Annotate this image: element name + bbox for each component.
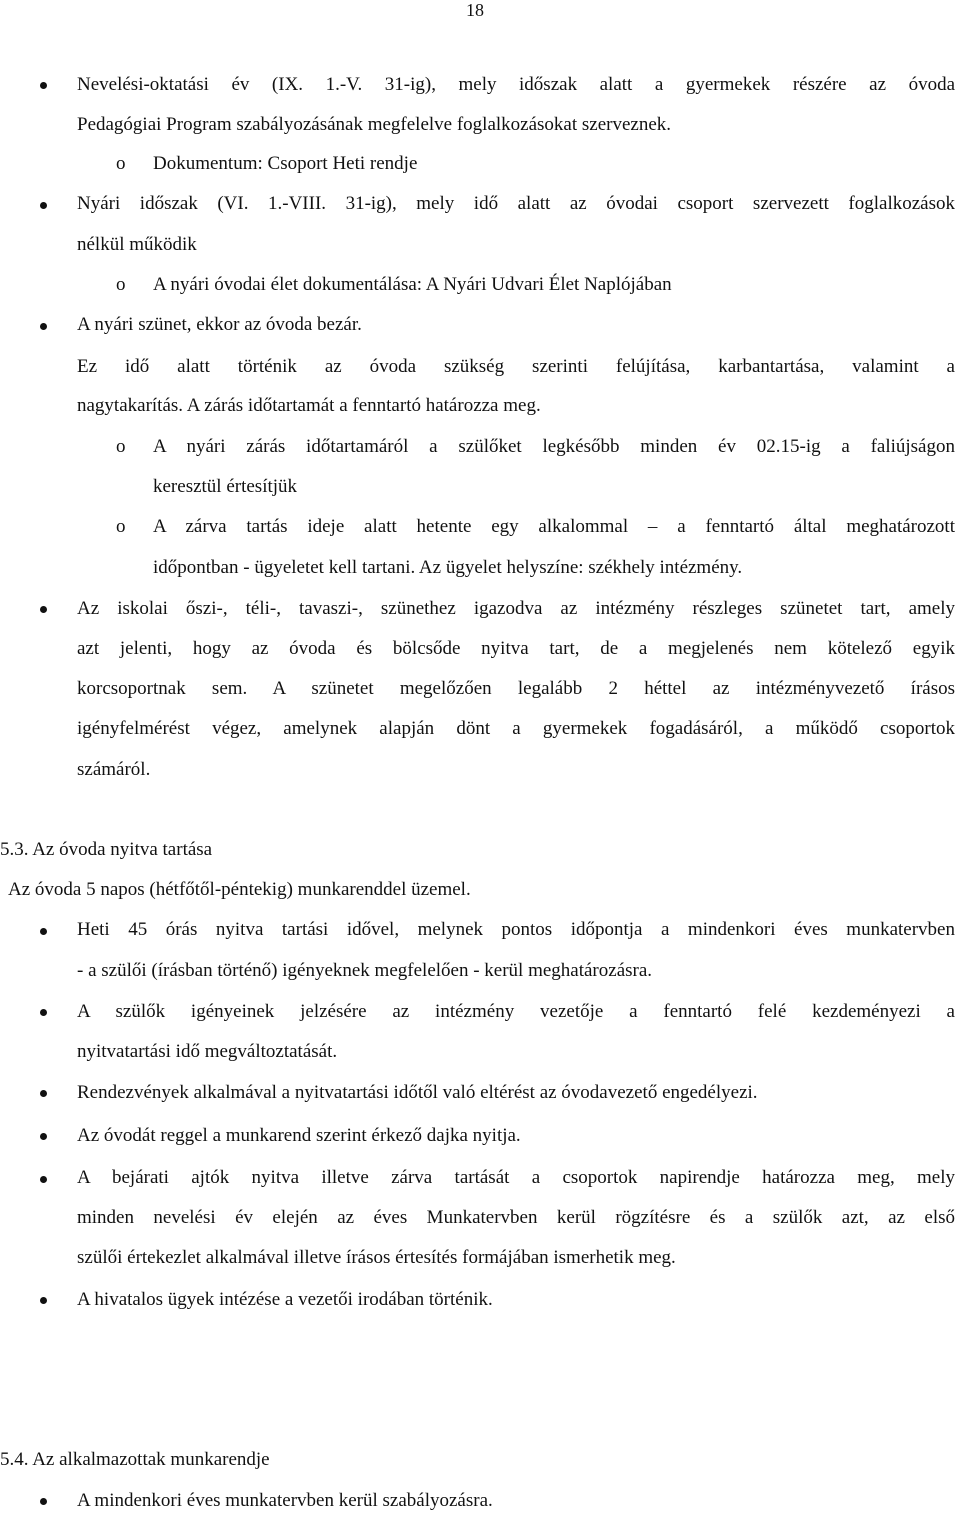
sub-item-text: Dokumentum: Csoport Heti rendje: [153, 153, 418, 174]
list-item-text: Az óvodát reggel a munkarend szerint érkező dajka nyitja.: [77, 1125, 521, 1146]
sub-item-text: A nyári zárás időtartamáról a szülőket legkésőbb minden év 02.15-ig a faliújságon: [153, 436, 955, 457]
list-item-text: azt jelenti, hogy az óvoda és bölcsőde nyitva tart, de a megjelenés nem kötelező egyik: [77, 638, 955, 659]
bullet-dot: [40, 1133, 47, 1140]
sub-bullet-marker: o: [116, 274, 126, 295]
list-item-text: Nevelési-oktatási év (IX. 1.-V. 31-ig), mely időszak alatt a gyermekek részére az óvoda: [77, 74, 955, 95]
list-item-text: korcsoportnak sem. A szünetet megelőzően legalább 2 héttel az intézményvezető írásos: [77, 678, 955, 699]
sub-bullet-marker: o: [116, 516, 126, 537]
bullet-dot: [40, 82, 47, 89]
list-item-text: A mindenkori éves munkatervben kerül szabályozásra.: [77, 1490, 493, 1511]
list-item-text: A szülők igényeinek jelzésére az intézmény vezetője a fenntartó felé kezdeményezi a: [77, 1001, 955, 1022]
sub-item-text: A nyári óvodai élet dokumentálása: A Nyári Udvari Élet Naplójában: [153, 274, 672, 295]
bullet-dot: [40, 202, 47, 209]
list-item-text: szülői értekezlet alkalmával illetve írásos értesítés formájában ismerhetik meg.: [77, 1247, 676, 1268]
list-item-text: Nyári időszak (VI. 1.-VIII. 31-ig), mely idő alatt az óvodai csoport szervezett foglalkozások: [77, 193, 955, 214]
paragraph: Az óvoda 5 napos (hétfőtől-péntekig) munkarenddel üzemel.: [8, 879, 471, 900]
bullet-dot: [40, 1009, 47, 1016]
list-item-text: A hivatalos ügyek intézése a vezetői irodában történik.: [77, 1289, 493, 1310]
sub-item-text: keresztül értesítjük: [153, 476, 298, 497]
list-item-text: Ez idő alatt történik az óvoda szükség szerinti felújítása, karbantartása, valamint a: [77, 356, 955, 377]
list-item-text: minden nevelési év elején az éves Munkatervben kerül rögzítésre és a szülők azt, az első: [77, 1207, 955, 1228]
list-item-text: igényfelmérést végez, amelynek alapján dönt a gyermekek fogadásáról, a működő csoportok: [77, 718, 955, 739]
bullet-dot: [40, 606, 47, 613]
bullet-dot: [40, 323, 47, 330]
sub-item-text: időpontban - ügyeletet kell tartani. Az ügyelet helyszíne: székhely intézmény.: [153, 557, 743, 578]
list-item-text: számáról.: [77, 759, 151, 780]
bullet-dot: [40, 1090, 47, 1097]
list-item-text: Rendezvények alkalmával a nyitvatartási időtől való eltérést az óvodavezető engedélyezi.: [77, 1082, 758, 1103]
bullet-dot: [40, 1297, 47, 1304]
page-number: 18: [466, 0, 484, 20]
list-item-text: nagytakarítás. A zárás időtartamát a fenntartó határozza meg.: [77, 395, 541, 416]
sub-bullet-marker: o: [116, 153, 126, 174]
bullet-dot: [40, 928, 47, 935]
list-item-text: A nyári szünet, ekkor az óvoda bezár.: [77, 314, 362, 335]
list-item-text: nyitvatartási idő megváltoztatását.: [77, 1041, 338, 1062]
list-item-text: Az iskolai őszi-, téli-, tavaszi-, szünethez igazodva az intézmény részleges szünetet tart, amely: [77, 598, 955, 619]
list-item-text: nélkül működik: [77, 234, 197, 255]
list-item-text: Heti 45 órás nyitva tartási idővel, melynek pontos időpontja a mindenkori éves munkatervben: [77, 919, 955, 940]
sub-bullet-marker: o: [116, 436, 126, 457]
section-heading: 5.3. Az óvoda nyitva tartása: [0, 839, 213, 860]
bullet-dot: [40, 1498, 47, 1505]
list-item-text: Pedagógiai Program szabályozásának megfelelve foglalkozásokat szerveznek.: [77, 114, 672, 135]
bullet-dot: [40, 1176, 47, 1183]
section-heading: 5.4. Az alkalmazottak munkarendje: [0, 1449, 270, 1470]
list-item-text: - a szülői (írásban történő) igényeknek megfelelően - kerül meghatározásra.: [77, 960, 653, 981]
sub-item-text: A zárva tartás ideje alatt hetente egy alkalommal – a fenntartó által meghatározott: [153, 516, 955, 537]
list-item-text: A bejárati ajtók nyitva illetve zárva tartását a csoportok napirendje határozza meg, mely: [77, 1167, 955, 1188]
